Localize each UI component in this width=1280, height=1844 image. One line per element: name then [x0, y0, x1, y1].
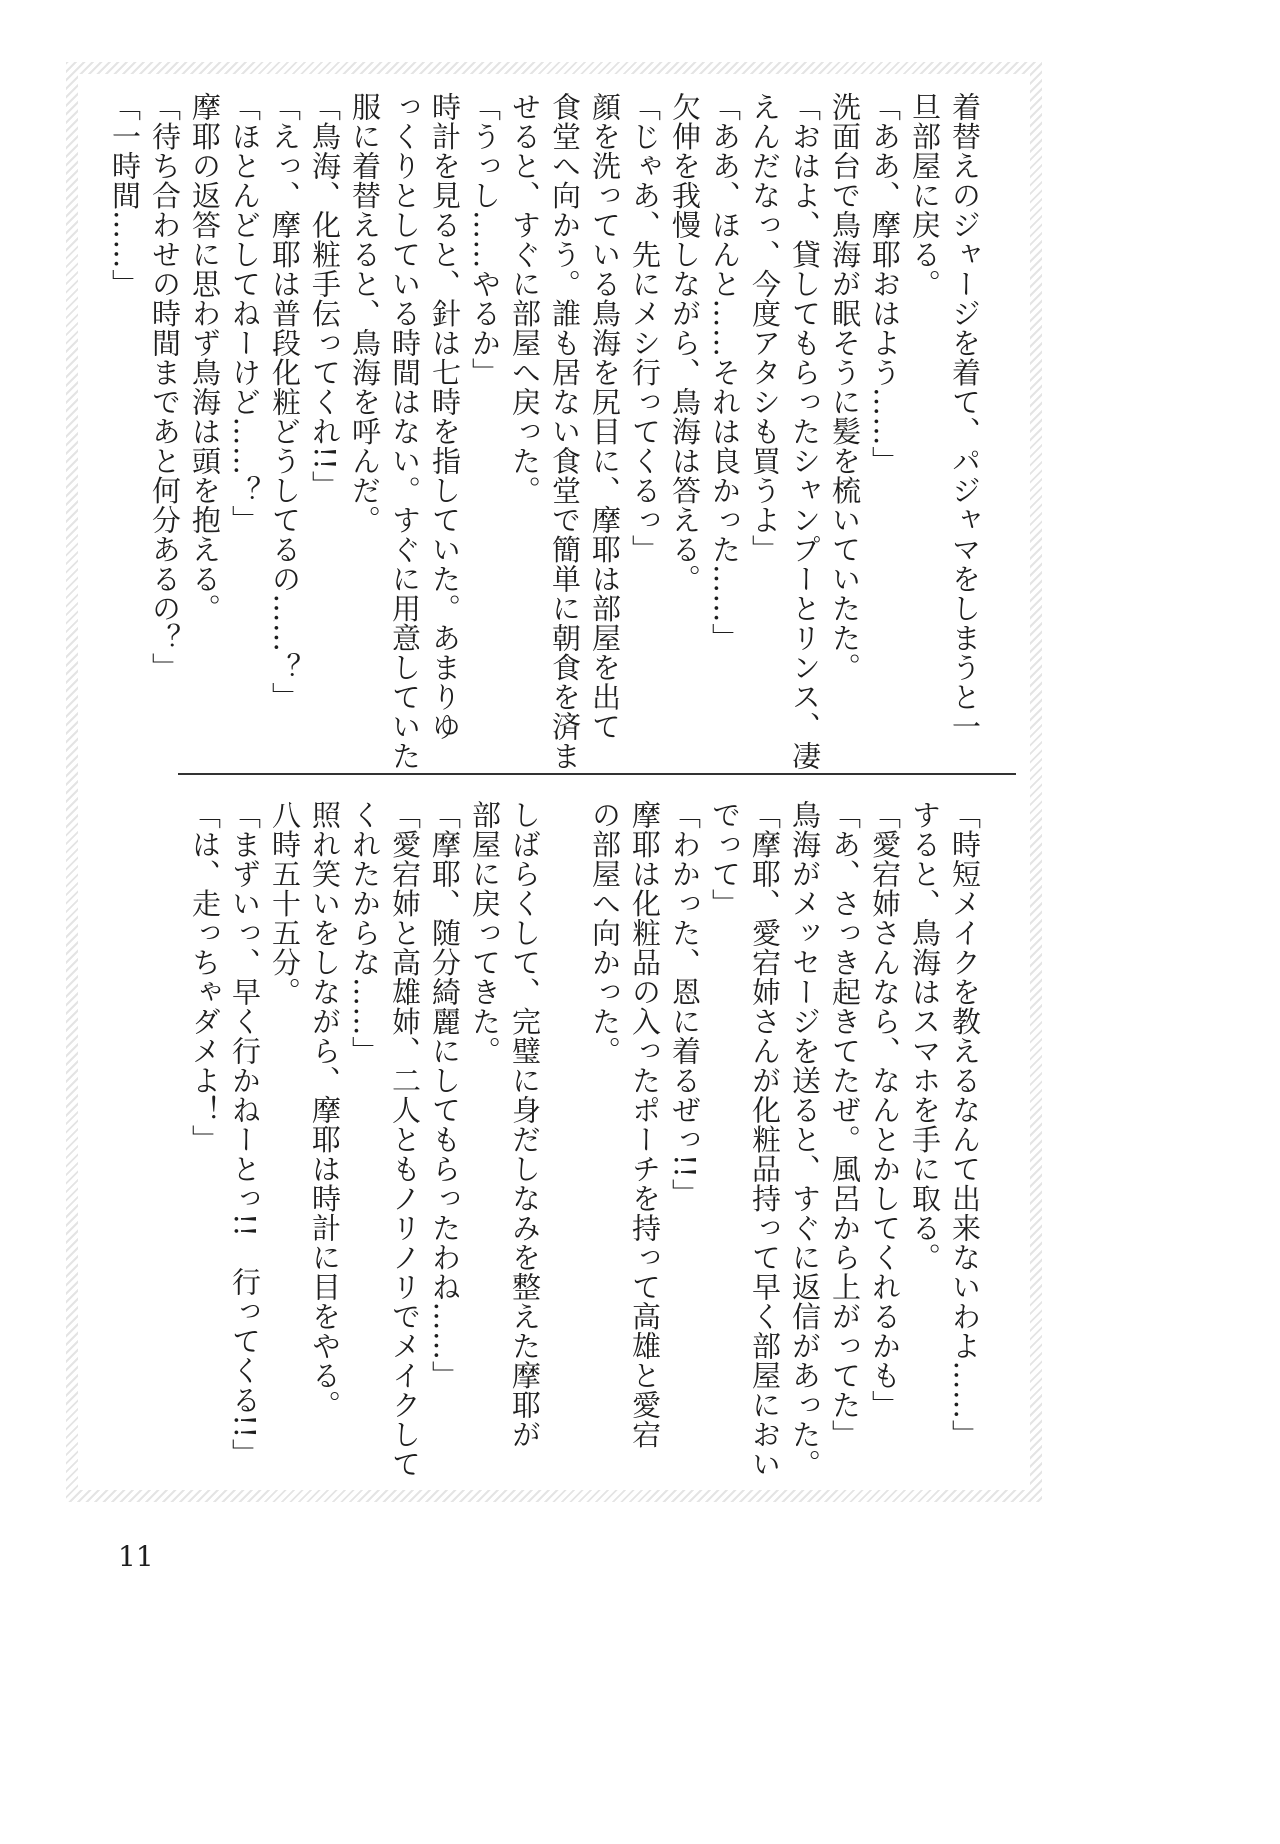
- section-divider: [178, 773, 1016, 775]
- text-line: 食堂へ向かう。誰も居ない食堂で簡単に朝食を済ま: [548, 92, 582, 771]
- text-line: でって」: [708, 800, 742, 918]
- text-line: 「摩耶、愛宕姉さんが化粧品持って早く部屋におい: [748, 800, 782, 1479]
- text-line: 「愛宕姉と高雄姉、二人ともノリノリでメイクして: [388, 800, 422, 1479]
- text-line: 時計を見ると、針は七時を指していた。あまりゆ: [428, 92, 462, 741]
- text-line: 服に着替えると、鳥海を呼んだ。: [348, 92, 382, 535]
- text-line: 「ああ、ほんと……それは良かった……」: [708, 92, 742, 653]
- text-line: 「じゃあ、先にメシ行ってくるっ」: [628, 92, 662, 564]
- text-line: 顔を洗っている鳥海を尻目に、摩耶は部屋を出て: [588, 92, 622, 741]
- text-line: の部屋へ向かった。: [588, 800, 622, 1066]
- text-line: 摩耶の返答に思わず鳥海は頭を抱える。: [188, 92, 222, 623]
- text-line: 「まずいっ、早く行かねーとっ!! 行ってくる!!」: [228, 800, 262, 1469]
- text-line: っくりとしている時間はない。すぐに用意していた: [388, 92, 422, 771]
- text-line: しばらくして、完璧に身だしなみを整えた摩耶が: [508, 800, 542, 1449]
- lower-text-block: [185, 800, 985, 1479]
- upper-text-block: [105, 92, 985, 771]
- text-line: 「一時間……」: [108, 92, 142, 299]
- text-line: 「時短メイクを教えるなんて出来ないわよ……」: [948, 800, 982, 1449]
- text-line: 照れ笑いをしながら、摩耶は時計に目をやる。: [308, 800, 342, 1420]
- text-line: 洗面台で鳥海が眠そうに髪を梳いていたた。: [828, 92, 862, 682]
- text-line: せると、すぐに部屋へ戻った。: [508, 92, 542, 505]
- text-line: 八時五十五分。: [268, 800, 302, 1007]
- text-line: 部屋に戻ってきた。: [468, 800, 502, 1066]
- text-line: 「ああ、摩耶おはよう……」: [868, 92, 902, 476]
- text-line: すると、鳥海はスマホを手に取る。: [908, 800, 942, 1272]
- text-line: 着替えのジャージを着て、パジャマをしまうと一: [948, 92, 982, 741]
- text-line: 「あ、さっき起きてたぜ。風呂から上がってた」: [828, 800, 862, 1449]
- text-line: [545, 800, 585, 1470]
- text-line: 「うっし……やるか」: [468, 92, 502, 387]
- text-line: 「おはよ、貸してもらったシャンプーとリンス、凄: [788, 92, 822, 771]
- text-line: 欠伸を我慢しながら、鳥海は答える。: [668, 92, 702, 594]
- text-line: 「えっ、摩耶は普段化粧どうしてるの……？」: [268, 92, 302, 712]
- text-line: 「ほとんどしてねーけど……？」: [228, 92, 262, 535]
- text-line: 「鳥海、化粧手伝ってくれ!!」: [308, 92, 342, 500]
- text-line: 旦部屋に戻る。: [908, 92, 942, 299]
- text-line: 「摩耶、随分綺麗にしてもらったわね……」: [428, 800, 462, 1390]
- page-number: 11: [118, 1540, 154, 1573]
- text-line: 「待ち合わせの時間まであと何分あるの？」: [148, 92, 182, 682]
- text-line: 鳥海がメッセージを送ると、すぐに返信があった。: [788, 800, 822, 1479]
- text-line: 「は、走っちゃダメよ！」: [188, 800, 222, 1154]
- text-line: えんだなっ、今度アタシも買うよ」: [748, 92, 782, 564]
- text-line: 摩耶は化粧品の入ったポーチを持って高雄と愛宕: [628, 800, 662, 1449]
- text-line: 「愛宕姉さんなら、なんとかしてくれるかも」: [868, 800, 902, 1420]
- text-line: 「わかった、恩に着るぜっ!!」: [668, 800, 702, 1208]
- text-line: くれたからな……」: [348, 800, 382, 1066]
